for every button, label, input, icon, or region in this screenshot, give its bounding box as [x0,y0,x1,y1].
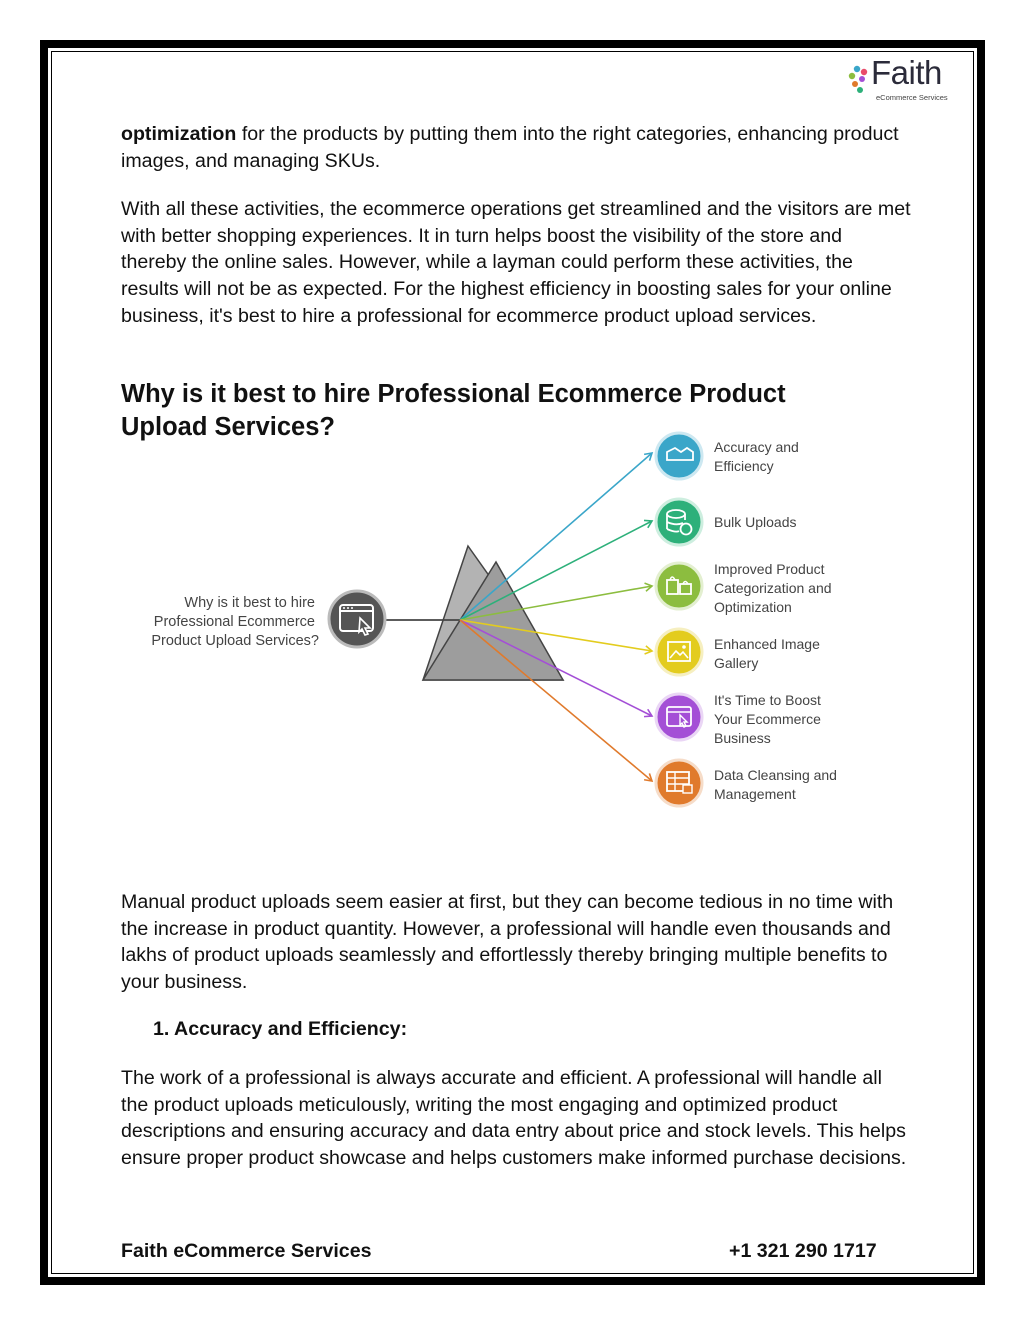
center-label [151,595,319,649]
intro-paragraph [121,121,911,174]
item-6-line-2: Management [714,786,796,802]
item-3-line-1: Improved Product [714,561,825,577]
benefit-item-accuracy [656,433,799,479]
browser-cursor-icon [329,591,385,647]
list-item-accuracy: 1. Accuracy and Efficiency: [153,1018,408,1040]
intro-bold: optimization [121,123,237,145]
benefit-item-bulk [656,499,797,545]
database-upload-icon [656,499,702,545]
item-1-line-1: Accuracy and [714,439,799,455]
item-4-line-2: Gallery [714,655,759,671]
shopping-bags-icon [656,563,702,609]
paragraph-1: With all these activities, the ecommerce operations get streamlined and the visitors are met with better shopping experiences. It in turn helps boost the visibility of the store and thereby the online sales. However, while a layman could perform these activities, the results will not be as expected. For the highest efficiency in boosting sales for your online business, it's best to hire a professional for ecommerce product upload services. [121,198,911,327]
svg-text:Improved ProductCategorization [714,561,832,615]
item-2-line-1: Bulk Uploads [714,514,797,530]
item-5-line-2: Your Ecommerce [714,711,821,727]
benefit-item-gallery [656,629,820,675]
benefit-item-data-cleansing [656,760,837,806]
item-5-line-3: Business [714,730,771,746]
handshake-icon [656,433,702,479]
intro-rest: for the products by putting them into the right categories, enhancing product images, and managing SKUs. [121,123,899,172]
paragraph-3: The work of a professional is always accurate and efficient. A professional will handle all the product uploads meticulously, writing the most engaging and optimized product descriptions and ensuring accuracy and data entry about price and stock levels. This helps ensure proper product showcase and helps customers make informed purchase decisions. [121,1067,907,1170]
center-label-line-3: Product Upload Services? [151,633,319,649]
brand-tagline: eCommerce Services [876,93,948,102]
item-3-line-2: Categorization and [714,580,832,596]
footer-phone: +1 321 290 1717 [729,1240,877,1262]
svg-text:Enhanced ImageGallery [714,636,820,671]
section-heading: Why is it best to hire Professional Ecommerce Product Upload Services? [121,380,786,441]
item-6-line-1: Data Cleansing and [714,767,837,783]
spreadsheet-lock-icon [656,760,702,806]
footer-company: Faith eCommerce Services [121,1240,372,1262]
logo-flower-icon [848,64,872,96]
benefit-item-categorization [656,561,832,615]
center-label-line-2: Professional Ecommerce [153,614,315,630]
svg-text:It's Time to BoostYour Ecommer [714,692,821,746]
svg-text:Data Cleansing andManagement [714,767,837,802]
benefit-item-boost [656,692,821,746]
image-gallery-icon [656,629,702,675]
browser-cursor-icon-small [656,694,702,740]
benefits-diagram [130,425,880,815]
svg-text:Bulk Uploads [714,514,797,530]
item-5-line-1: It's Time to Boost [714,692,821,708]
item-4-line-1: Enhanced Image [714,636,820,652]
paragraph-2: Manual product uploads seem easier at first, but they can become tedious in no time with the increase in product quantity. However, a professional will handle even thousands and lakhs of product uploads seamlessly and effortlessly thereby bringing multiple benefits to your business. [121,891,894,994]
ray-6 [460,620,652,781]
svg-text:Accuracy andEfficiency [714,439,799,474]
brand-logo [848,54,963,104]
brand-name: Faith [871,54,942,91]
item-1-line-2: Efficiency [714,458,774,474]
item-3-line-3: Optimization [714,599,792,615]
center-label-line-1: Why is it best to hire [184,595,315,611]
